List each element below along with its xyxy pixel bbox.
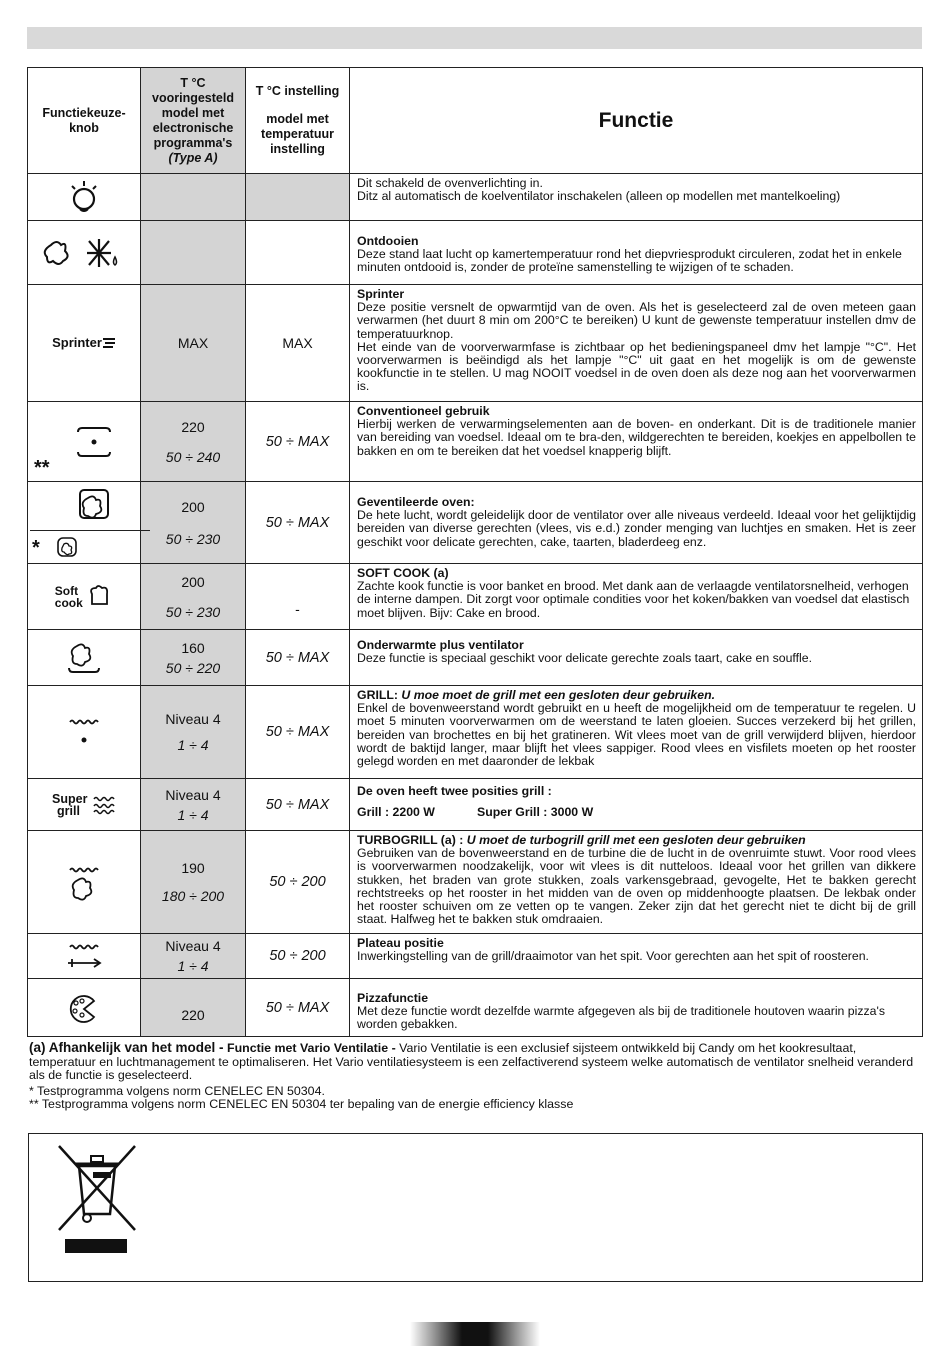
table-row <box>28 831 923 934</box>
setting-cell: 50 ÷ MAX <box>246 482 350 564</box>
table-row <box>28 285 923 402</box>
function-description: Conventioneel gebruik Hierbij werken de verwarmingselementen aan de boven- en onderkant. Dit is de traditionele manier van bereiding van voedsel. Ideaal om te bra-den, wildgerechten te bereiden, koekjes en appelbollen te bakken en om te bereiken dat het voedsel knapperig blijft. <box>350 402 923 482</box>
setting-cell: MAX <box>246 285 350 402</box>
setting-cell: 50 ÷ 200 <box>246 934 350 979</box>
header-preset: T °C vooringesteld model met electronische programma's (Type A) <box>141 68 246 174</box>
preset-cell: Niveau 4 1 ÷ 4 <box>141 686 246 779</box>
table-row <box>28 979 923 1037</box>
table-row <box>28 482 923 564</box>
defrost-icon <box>28 221 141 285</box>
table-row <box>28 686 923 779</box>
preset-cell: 220 <box>141 979 246 1037</box>
function-description: TURBOGRILL (a) : U moet de turbogrill grill met een gesloten deur gebruiken Gebruiken van de bovenweerstand en de turbine die de lucht in de ovenruimte stuwt. Voor rood vlees is voorverwarmen noodzakelijk, voor wit vlees is dit nutteloos. Ideaal voor het grillen van dikkere stukken, het braden van grote stukken, zoals varkensgebraad, gevogelte, Het te bakken gerecht rechtstreeks op het rooster in het midden van de oven op middenhoogte plaatsen. De lekbak onder het rooster schuiven om ze vetten op te vangen. Zeker zijn dat het gerecht niet te dicht bij de grill staat. Halfweg het te bakken stuk omdraaien. <box>350 831 923 934</box>
preset-cell: Niveau 4 1 ÷ 4 <box>141 779 246 831</box>
setting-cell: 50 ÷ MAX <box>246 686 350 779</box>
conventional-icon <box>28 402 141 482</box>
crossed-out-wheelie-bin-icon <box>53 1142 143 1272</box>
energy-class-marker: ** <box>34 457 50 479</box>
header-setting: T °C instelling model met temperatuur instelling <box>246 68 350 174</box>
rotisserie-icon <box>28 934 141 979</box>
table-row <box>28 564 923 630</box>
test-program-marker: * <box>32 537 40 559</box>
soft-cook-icon: Soft cook <box>28 564 141 630</box>
function-description: Sprinter Deze positie versnelt de opwarmtijd van de oven. Als het is geselecteerd zal de oven meteen gaan verwarmen (het duurt 8 min om 200°C te bereiken) U kunt de gewenste temperatuur instellen dmv de temperatuurknop. Het einde van de voorverwarmfase is zichtbaar op het bedieningspaneel dmv het lampje "°C". Het voorverwarmen is beëindigd als het lampje "°C" uit gaat en het mogelijk is om de gewenste kookfunctie in te stellen. U mag NOOIT voedsel in de oven doen als deze nog aan het voorverwarmen is. <box>350 285 923 402</box>
preset-cell: 200 50 ÷ 230 <box>141 482 246 564</box>
weee-disposal-box <box>28 1133 923 1282</box>
footnotes: (a) Afhankelijk van het model - Functie met Vario Ventilatie - Vario Ventilatie is een exclusief sijsteem ontwikkeld bij Candy om het kookresultaat, temperatuur en luchtmanagement te optimaliseren. Het Vario ventilatiesysteem is een zelfactiverend systeem welke automatisch de ventilator snelheid veranderd als de functie is geselecteerd. * Testprogramma volgens norm CENELEC EN 50304. ** Testprogramma volgens norm CENELEC EN 50304 ter bepaling van de energie efficiency klasse <box>29 1040 914 1111</box>
function-description: Dit schakeld de ovenverlichting in. Ditz al automatisch de koelventilator inschakelen (alleen op modellen met mantelkoeling) <box>350 174 923 221</box>
table-row <box>28 934 923 979</box>
preset-cell: 200 50 ÷ 230 <box>141 564 246 630</box>
setting-cell: 50 ÷ MAX <box>246 630 350 686</box>
function-description: SOFT COOK (a) Zachte kook functie is voor banket en brood. Met dank aan de verlaagde ventilatorsnelheid, verhogen de interne dampen. Dit zorgt voor optimale condities voor het koken/bakken van voedsel dat elastisch moet blijven. Bijv: Cake en brood. <box>350 564 923 630</box>
table-row <box>28 779 923 831</box>
grill-icon <box>28 686 141 779</box>
preset-cell <box>141 221 246 285</box>
turbogrill-icon <box>28 831 141 934</box>
setting-cell: 50 ÷ MAX <box>246 402 350 482</box>
table-row <box>28 402 923 482</box>
setting-cell: - <box>246 564 350 630</box>
preset-cell: 190 180 ÷ 200 <box>141 831 246 934</box>
setting-cell <box>246 221 350 285</box>
function-description: Onderwarmte plus ventilator Deze functie is speciaal geschikt voor delicate gerechte zoals taart, cake en souffle. <box>350 630 923 686</box>
preset-cell <box>141 174 246 221</box>
function-description: De oven heeft twee posities grill : Grill : 2200 W Super Grill : 3000 W <box>350 779 923 831</box>
setting-cell: 50 ÷ MAX <box>246 979 350 1037</box>
function-description: GRILL: U moe moet de grill met een gesloten deur gebruiken. Enkel de bovenweerstand wordt gebruikt en u heeft de mogelijkheid om de temperatuur te regelen. U moet 5 minuten voorverwarmen om de weerstand te laten gloeien. Succes verzekerd bij het grillen, bereiden van brochettes en bij het gratineren. Wit vlees moet van de grill verwijderd blijven, hierdoor wordt de baktijd langer, maar blijft het vlees sappiger. Rood vlees en visfilets moeten op het rooster gelegd worden en met daaronder de lekbak <box>350 686 923 779</box>
table-header-row <box>28 68 923 174</box>
pizza-icon <box>28 979 141 1037</box>
super-grill-icon: Super grill <box>28 779 141 831</box>
function-description: Pizzafunctie Met deze functie wordt dezelfde warmte afgegeven als bij de traditionele houtoven waarin pizza's worden gebakken. <box>350 979 923 1037</box>
header-function: Functie <box>350 68 923 174</box>
function-description: Plateau positie Inwerkingstelling van de grill/draaimotor van het spit. Voor gerechten aan het spit of roosteren. <box>350 934 923 979</box>
preset-cell: Niveau 4 1 ÷ 4 <box>141 934 246 979</box>
setting-cell <box>246 174 350 221</box>
fan-oven-icon <box>28 482 141 564</box>
functions-table <box>27 67 923 1037</box>
top-gray-bar <box>27 27 922 49</box>
bottom-heat-fan-icon <box>28 630 141 686</box>
table-row <box>28 630 923 686</box>
sprinter-icon: Sprinter <box>28 285 141 402</box>
preset-cell: 160 50 ÷ 220 <box>141 630 246 686</box>
oven-light-icon <box>28 174 141 221</box>
page-footer-bar <box>410 1322 540 1346</box>
setting-cell: 50 ÷ MAX <box>246 779 350 831</box>
function-description: Ontdooien Deze stand laat lucht op kamertemperatuur rond het diepvriesprodukt circuleren, zodat het in enkele minuten ontdooid is, zonder de proteïne samenstelling te wijzigen of te schaden. <box>350 221 923 285</box>
setting-cell: 50 ÷ 200 <box>246 831 350 934</box>
table-row <box>28 221 923 285</box>
header-knob: Functiekeuze-knob <box>28 68 141 174</box>
preset-cell: MAX <box>141 285 246 402</box>
table-row <box>28 174 923 221</box>
function-description: Geventileerde oven: De hete lucht, wordt geleidelijk door de ventilator over alle niveaus verdeeld. Ideaal voor het gelijktijdig bereiden van diverse gerechten (vlees, vis e.d.) zonder menging van luchtjes en smaken. Het is zeer geschikt voor delicate gerechten, cake, taarten, bladerdeeg enz. <box>350 482 923 564</box>
preset-cell: 220 50 ÷ 240 <box>141 402 246 482</box>
